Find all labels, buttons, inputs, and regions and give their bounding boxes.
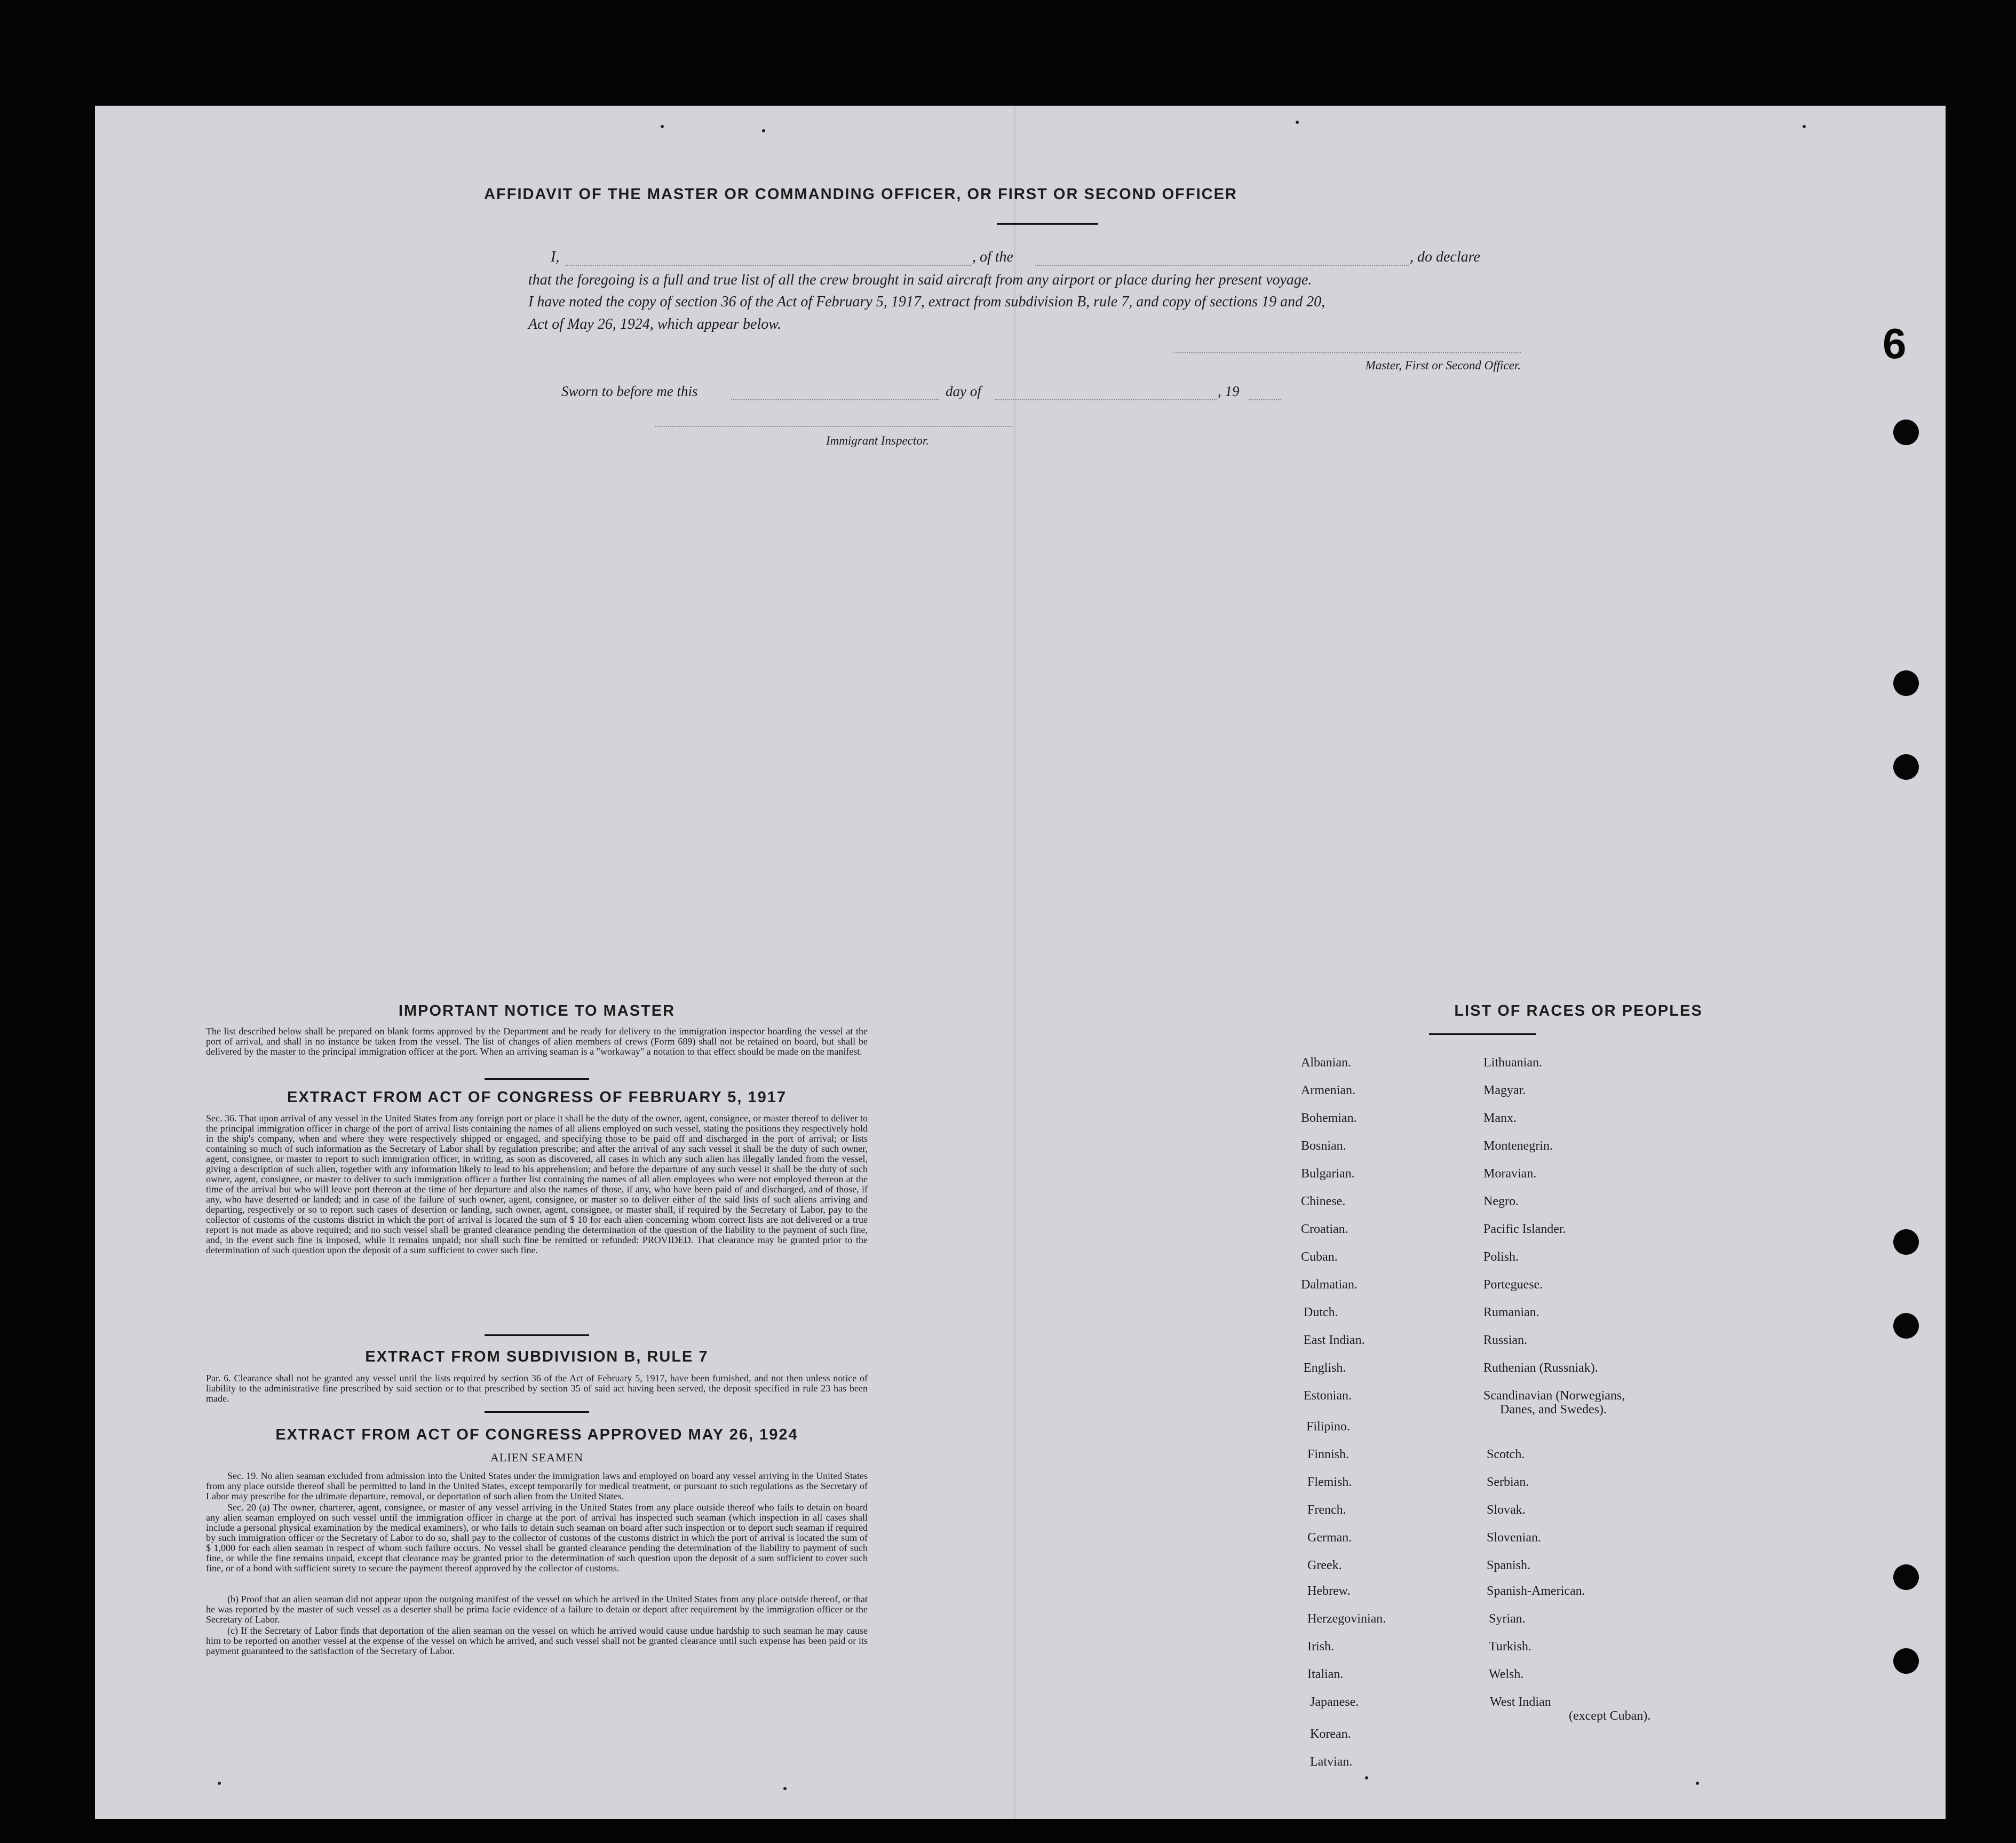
race-item: Italian. [1307,1667,1344,1681]
race-item: Croatian. [1301,1222,1348,1236]
race-item: Serbian. [1487,1475,1529,1489]
rule-7-body: Par. 6. Clearance shall not be granted any vessel until the lists required by section 36 of the Act of February 5, 1917, have been furnished, and not then unless notice of liability to the administrative fine prescribed by said section or to that prescribed by section 35 of said act having been served, the deposit specified in rule 23 has been made. [206,1373,868,1404]
sworn-day-field[interactable] [731,399,939,400]
race-item: Latvian. [1310,1755,1353,1769]
inspector-label: Immigrant Inspector. [826,434,929,447]
race-item: Herzegovinian. [1307,1612,1386,1626]
sec-20a-body: Sec. 20 (a) The owner, charterer, agent, consignee, or master of any vessel arriving in the United States from any place outside thereof who fails to detain on board any alien seaman employed on such vessel until the immigration officer in charge at the port of arrival has inspected such seaman (which inspection in all cases shall include a personal physical examination by the medical examiners), or who fails to detain such seaman on board after such inspection or to deport such seaman if required by such immigration officer or the Secretary of Labor to do so, shall pay to the collector of customs of the customs district in which the port of arrival is located the sum of $ 1,000 for each alien seaman in respect of whom such failure occurs. No vessel shall be granted clearance pending the determination of the liability to payment of such fine, or while the fine remains unpaid, except that clearance may be granted prior to the determination of such question upon the deposit of a sum sufficient to cover such fine, or of a bond with sufficient surety to secure the payment thereof approved by the collector of customs. [206,1502,868,1573]
speck [762,129,765,132]
rule-7-title: EXTRACT FROM SUBDIVISION B, RULE 7 [365,1348,709,1365]
race-item: Welsh. [1489,1667,1524,1681]
speck [661,125,664,128]
race-item: English. [1304,1361,1346,1375]
race-item: Slovak. [1487,1503,1526,1517]
speck [783,1787,787,1790]
sec-19-body: Sec. 19. No alien seaman excluded from admission into the United States under the immigration laws and employed on board any vessel arriving in the United States from any place outside thereof shall be permitted to land in the United States, except temporarily for medical treatment, or pursuant to such regulations as the Secretary of Labor may prescribe for the ultimate departure, removal, or deportation of such alien from the United States. [206,1470,868,1501]
race-item: Japanese. [1310,1695,1359,1709]
sec-20b-body: (b) Proof that an alien seaman did not appear upon the outgoing manifest of the vessel on which he arrived in the United States from any place outside thereof, or that he was reported by the master of such vessel as a deserter shall be prima facie evidence of a failure to detain or deport after requirement by the immigration officer or the Secretary of Labor. [206,1594,868,1625]
affidavit-line-4: Act of May 26, 1924, which appear below. [528,316,781,333]
center-fold [1014,106,1015,1819]
punch-hole [1893,1648,1919,1674]
of-the-label: , of the [972,249,1013,265]
sworn-month-field[interactable] [995,399,1217,400]
race-item: Korean. [1310,1727,1351,1741]
rule-7-divider [485,1411,589,1413]
race-item: Manx. [1483,1111,1517,1125]
race-item: Lithuanian. [1483,1056,1542,1070]
extract-1924-subtitle: ALIEN SEAMEN [490,1451,583,1464]
day-of-label: day of [946,383,981,399]
year-label: , 19 [1218,383,1240,399]
race-item: Greek. [1307,1559,1342,1572]
race-item: Rumanian. [1483,1306,1539,1319]
race-item: Slovenian. [1487,1531,1541,1545]
races-title: LIST OF RACES OR PEOPLES [1454,1002,1703,1019]
race-item: Bohemian. [1301,1111,1357,1125]
punch-hole [1893,670,1919,696]
race-item: West Indian [1490,1695,1551,1709]
race-item: Moravian. [1483,1167,1537,1181]
race-item: Negro. [1483,1195,1519,1208]
race-item: Flemish. [1307,1475,1352,1489]
race-item: East Indian. [1304,1333,1365,1347]
extract-1917-divider [485,1334,589,1336]
punch-hole [1893,420,1919,445]
race-item: Ruthenian (Russniak). [1483,1361,1598,1375]
notice-body: The list described below shall be prepared on blank forms approved by the Department and be ready for delivery to the immigration inspector boarding the vessel at the port of arrival, and shall in no instance be taken from the vessel. The list of changes of alien members of crews (Form 689) shall not be retained on board, but shall be delivered by the master to the principal immigration officer at the port. When an arriving seaman is a "workaway" a notation to that effect should be made on the manifest. [206,1026,868,1057]
race-item: Turkish. [1489,1640,1531,1654]
race-item: Porteguese. [1483,1278,1543,1292]
races-underline [1429,1033,1536,1035]
race-item: Filipino. [1306,1420,1351,1434]
speck [1803,125,1806,128]
race-item: Dalmatian. [1301,1278,1358,1292]
affidavit-line-3: I have noted the copy of section 36 of the Act of February 5, 1917, extract from subdivision B, rule 7, and copy of sections 19 and 20, [528,294,1326,310]
race-item: Hebrew. [1307,1584,1351,1598]
master-signature-label: Master, First or Second Officer. [1365,359,1521,372]
punch-hole [1893,1564,1919,1590]
race-item: Armenian. [1301,1083,1355,1097]
affidavit-title: AFFIDAVIT OF THE MASTER OR COMMANDING OFFICER, OR FIRST OR SECOND OFFICER [484,186,1237,203]
race-item: Scandinavian (Norwegians, [1483,1389,1625,1403]
master-name-field[interactable] [566,265,971,266]
race-item: Montenegrin. [1483,1139,1553,1153]
punch-hole [1893,1229,1919,1255]
race-item: Chinese. [1301,1195,1346,1208]
extract-1917-body: Sec. 36. That upon arrival of any vessel in the United States from any foreign port or place it shall be the duty of the owner, agent, consignee, or master thereof to deliver to the principal immigration officer in charge of the port of arrival lists containing the names of all aliens employed on such vessel, stating the positions they respectively hold in the ship's company, when and where they were respectively shipped or engaged, and specifying those to be paid off and discharged in the port of arrival; or lists containing so much of such information as the Secretary of Labor shall by regulation prescribe; and after the arrival of any such vessel it shall be the duty of such owner, agent, consignee, or master to report to such immigration officer, in writing, as soon as discovered, all cases in which any such alien has illegally landed from the vessel, giving a description of such alien, together with any information likely to lead to his apprehension; and before the departure of any such vessel it shall be the duty of such owner, agent, consignee, or master to deliver to such immigration officer a further list containing the names of all alien employees who were not employed thereon at the time of the arrival but who will leave port thereon at the time of her departure and also the names of those, if any, who have been paid of and discharged, and of those, if any, who have deserted or landed; and in case of the failure of such owner, agent, consignee, or master so to deliver either of the said lists of such aliens arriving and departing, respectively or so to report such cases of desertion or landing, such owner, agent, consignee, or master shall, if required by the Secretary of Labor, pay to the collector of customs of the customs district in which the port of arrival is located the sum of $ 10 for each alien concerning whom correct lists are not delivered or a true report is not made as above required; and no such vessel shall be granted clearance pending the determination of the question of the liability to the payment of such fine, and, in the event such fine is imposed, while it remains unpaid; nor shall such fine be remitted or refunded: PROVIDED. That clearance may be granted prior to the determination of such question upon the deposit of a sum sufficient to cover such fine. [206,1113,868,1255]
race-item: (except Cuban). [1569,1709,1651,1723]
race-item: Syrian. [1489,1612,1526,1626]
speck [218,1782,221,1785]
do-declare-label: , do declare [1410,249,1480,265]
race-item: Danes, and Swedes). [1500,1403,1607,1417]
race-item: German. [1307,1531,1352,1545]
race-item: Estonian. [1304,1389,1352,1403]
race-item: Albanian. [1301,1056,1351,1070]
race-item: Pacific Islander. [1483,1222,1566,1236]
race-item: Spanish. [1487,1559,1531,1572]
document-sheet [95,106,1946,1819]
master-signature-line[interactable] [1174,352,1521,353]
race-item: Magyar. [1483,1083,1526,1097]
race-item: Finnish. [1307,1447,1350,1461]
race-item: Dutch. [1304,1306,1338,1319]
extract-1924-title: EXTRACT FROM ACT OF CONGRESS APPROVED MAY 26, 1924 [275,1426,798,1443]
race-item: Cuban. [1301,1250,1338,1264]
race-item: Bosnian. [1301,1139,1346,1153]
extract-1917-title: EXTRACT FROM ACT OF CONGRESS OF FEBRUARY 5, 1917 [287,1089,787,1106]
notice-title: IMPORTANT NOTICE TO MASTER [398,1002,676,1019]
vessel-name-field[interactable] [1035,265,1409,266]
speck [1365,1776,1368,1779]
race-item: Polish. [1483,1250,1519,1264]
speck [1296,121,1299,124]
race-item: Spanish-American. [1487,1584,1585,1598]
race-item: Scotch. [1487,1447,1525,1461]
race-item: Russian. [1483,1333,1528,1347]
speck [1696,1782,1699,1785]
race-item: Irish. [1307,1640,1334,1654]
punch-hole [1893,1313,1919,1339]
sworn-year-field[interactable] [1249,399,1281,400]
notice-divider [485,1078,589,1080]
race-item: Bulgarian. [1301,1167,1355,1181]
sec-20c-body: (c) If the Secretary of Labor finds that deportation of the alien seaman on the vessel on which he arrived would cause undue hardship to such seaman he may cause him to be reported on another vessel at the expense of the vessel on which he arrived, and such vessel shall not be granted clearance until such expense has been paid or its payment guaranteed to the satisfaction of the Secretary of Labor. [206,1625,868,1656]
affidavit-line-2: that the foregoing is a full and true list of all the crew brought in said aircraft from any airport or place during her present voyage. [528,272,1312,288]
margin-handwritten-mark: 6 [1883,320,1907,367]
title-underline [997,223,1098,225]
punch-hole [1893,754,1919,780]
i-label: I, [551,249,560,265]
sworn-label: Sworn to before me this [561,383,698,399]
race-item: French. [1307,1503,1346,1517]
inspector-signature-line[interactable] [655,426,1013,427]
